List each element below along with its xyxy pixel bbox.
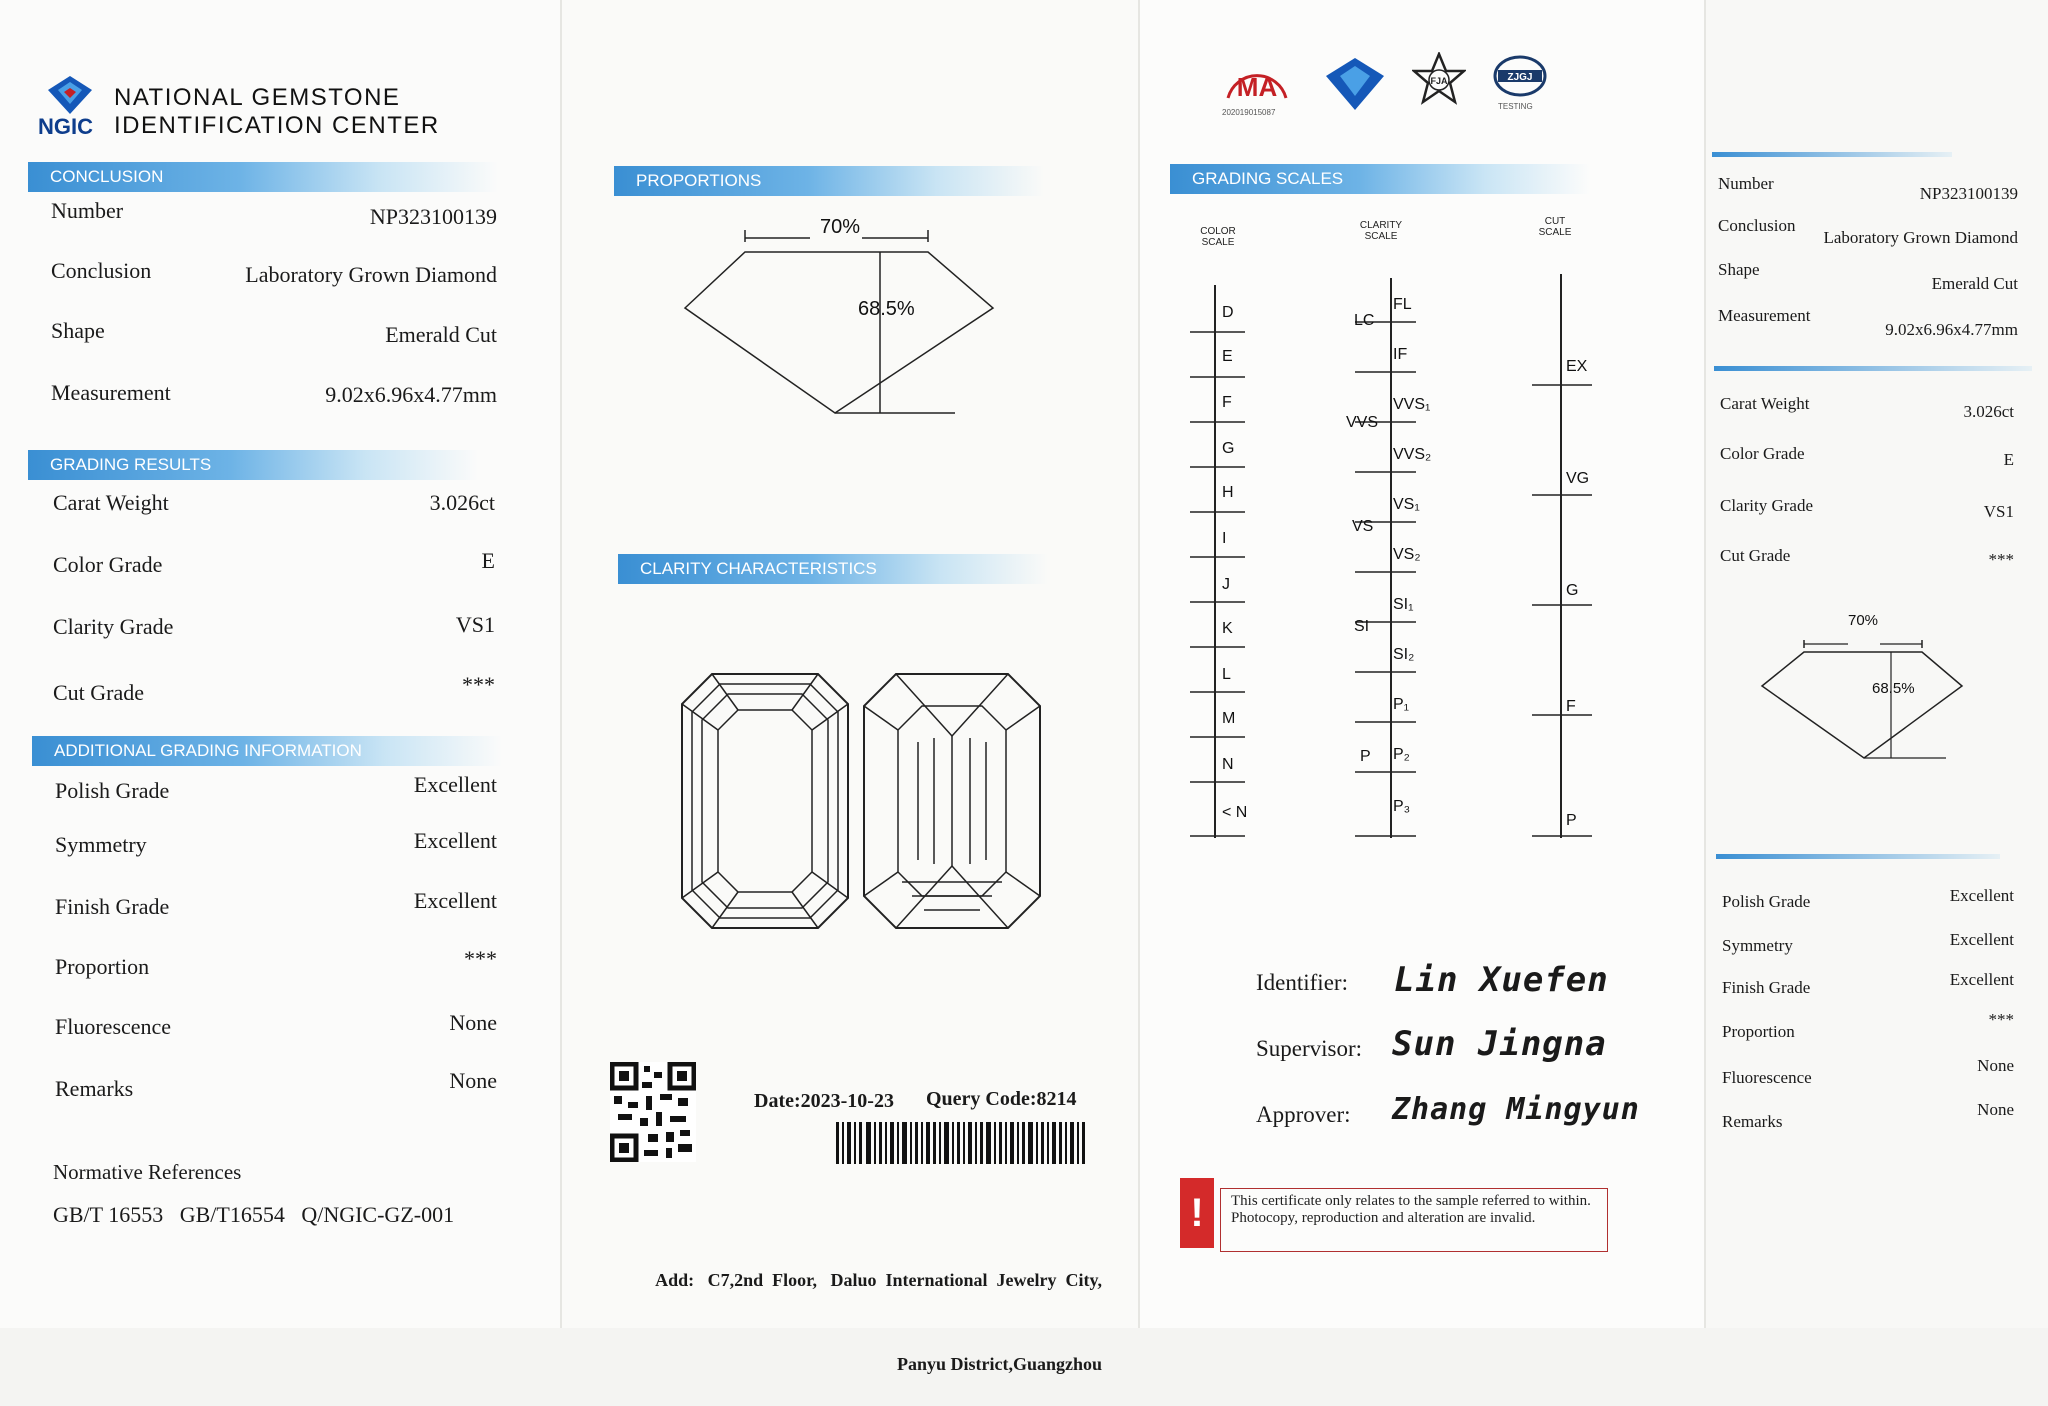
conclusion-field-label: Conclusion [51,258,152,283]
card-field-value: NP323100139 [1919,184,2018,203]
additional-field-value: Excellent [413,888,497,913]
identifier-label: Identifier: [1256,970,1348,995]
additional-field-value: *** [464,946,497,971]
grading-field-value: VS1 [455,612,495,637]
zjgj-sub: TESTING [1498,102,1533,111]
card-field-value: 9.02x6.96x4.77mm [1885,320,2018,339]
additional-field-label: Proportion [55,954,150,979]
clarity-grade-label: IF [1393,346,1408,363]
card-field-value: *** [1988,550,2014,569]
address-line1: Add: C7,2nd Floor, Daluo International Jewelry City, [655,1270,1102,1290]
conclusion-banner: CONCLUSION [28,162,498,192]
clarity-grade-label: VS₁ [1393,496,1420,513]
card-field-label: Color Grade [1720,444,1805,463]
additional-field-label: Finish Grade [55,894,170,919]
color-grade-label: F [1222,394,1232,411]
color-grade-label: M [1222,710,1236,727]
additional-field-label: Remarks [55,1076,134,1101]
validity-warning [1180,1178,1612,1256]
conclusion-field-value: 9.02x6.96x4.77mm [325,382,497,407]
supervisor-signature: Sun Jingna [1392,1024,1607,1064]
color-grade-label: N [1222,756,1234,773]
supervisor-label: Supervisor: [1256,1036,1363,1061]
card-field-label: Symmetry [1722,936,1793,955]
card-field-value: Excellent [1949,930,2014,949]
card-field-label: Remarks [1722,1112,1783,1131]
grading-results-banner: GRADING RESULTS [28,450,478,480]
additional-field-value: Excellent [413,828,497,853]
card-field-label: Polish Grade [1722,892,1811,911]
cut-grade-label: P [1566,812,1577,829]
clarity-group-label: SI [1354,618,1370,635]
conclusion-field-value: Laboratory Grown Diamond [245,262,497,287]
emerald-pavilion-view [862,672,1042,930]
color-grade-label: L [1222,666,1231,683]
card-field-value: None [1977,1100,2014,1119]
color-grade-label: H [1222,484,1234,501]
grading-field-value: 3.026ct [429,490,495,515]
card-field-label: Measurement [1718,306,1811,325]
normative-title: Normative References [53,1160,242,1184]
identifier-signature: Lin Xuefen [1394,960,1609,1000]
clarity-group-label: P [1360,748,1371,765]
color-grade-label: I [1222,530,1227,547]
proportions-banner: PROPORTIONS [614,166,1044,196]
color-grade-label: K [1222,620,1233,637]
address [620,1210,1102,1406]
clarity-scale-title: CLARITY SCALE [1359,220,1403,242]
additional-field-value: None [449,1068,497,1093]
cut-scale-title: CUT SCALE [1538,216,1572,238]
color-scale-title: COLOR SCALE [1200,226,1236,248]
ngic-diamond-logo-icon [1326,58,1384,110]
card-field-label: Cut Grade [1720,546,1791,565]
color-grade-label: J [1222,576,1230,593]
proportion-diagram [680,210,1000,420]
card-field-label: Shape [1718,260,1760,279]
warning-box [1220,1188,1608,1252]
card-field-value: *** [1988,1010,2014,1029]
card-field-label: Fluorescence [1722,1068,1812,1087]
card-divider [1714,366,2032,371]
grading-field-label: Cut Grade [53,680,145,705]
additional-field-label: Symmetry [55,832,147,857]
cut-grade-label: EX [1566,358,1588,375]
clarity-grade-label: VS₂ [1393,546,1421,563]
fold-line [1138,0,1140,1328]
fja-text: FJA [1430,76,1448,86]
conclusion-field-value: Emerald Cut [385,322,497,347]
color-grade-label: D [1222,304,1234,321]
color-grade-label: E [1222,348,1233,365]
warning-text: This certificate only relates to the sample referred to within. Photocopy, reproduction and alteration are invalid. [1231,1193,1591,1226]
qr-code[interactable] [610,1062,696,1162]
card-field-label: Clarity Grade [1720,496,1813,515]
fja-logo-icon [1412,52,1466,106]
grading-scales-banner: GRADING SCALES [1170,164,1590,194]
card-field-label: Number [1718,174,1774,193]
card-field-label: Finish Grade [1722,978,1811,997]
address-line2: Panyu District,Guangzhou [896,1354,1102,1374]
cma-text: MA [1236,72,1278,102]
card-divider [1712,152,1952,157]
card-field-value: Emerald Cut [1931,274,2018,293]
clarity-grade-label: SI₂ [1393,646,1415,663]
additional-field-value: None [449,1010,497,1035]
table-percent-label: 70% [820,216,861,238]
grading-field-value: *** [462,672,495,697]
clarity-grade-label: P₂ [1393,746,1410,763]
grading-field-label: Clarity Grade [53,614,174,639]
clarity-grade-label: VVS₂ [1393,446,1432,463]
fold-line [560,0,562,1328]
normative-refs: GB/T 16553 GB/T16554 Q/NGIC-GZ-001 [53,1202,455,1227]
zjgj-logo-icon [1492,54,1548,98]
card-proportion-diagram [1756,630,1966,762]
additional-field-label: Polish Grade [55,778,170,803]
card-field-value: VS1 [1983,502,2014,521]
cut-grade-label: VG [1566,470,1590,487]
clarity-grade-label: SI₁ [1393,596,1414,613]
grading-field-label: Carat Weight [53,490,169,515]
card-field-value: Laboratory Grown Diamond [1823,228,2018,247]
cma-number: 202019015087 [1222,108,1276,117]
issue-date: Date:2023-10-23 [754,1090,894,1112]
card-field-value: 3.026ct [1963,402,2014,421]
additional-info-banner: ADDITIONAL GRADING INFORMATION [32,736,502,766]
brand-name-line1: NATIONAL GEMSTONE [114,84,401,111]
card-depth-percent: 68.5% [1872,680,1915,697]
fold-line [1704,0,1706,1328]
zjgj-text: ZJGJ [1507,72,1533,83]
clarity-grade-label: P₃ [1393,798,1411,815]
cut-grade-label: F [1566,698,1576,715]
clarity-group-label: LC [1354,312,1375,329]
conclusion-field-label: Measurement [51,380,171,405]
barcode[interactable] [836,1122,1086,1164]
conclusion-field-label: Shape [51,318,105,343]
additional-field-value: Excellent [413,772,497,797]
card-field-value: None [1977,1056,2014,1075]
card-table-percent: 70% [1848,612,1879,629]
clarity-grade-label: FL [1393,296,1412,313]
color-grade-label: < N [1222,804,1248,821]
grading-field-label: Color Grade [53,552,163,577]
cut-grade-label: G [1566,582,1579,599]
clarity-group-label: VS [1352,518,1374,535]
conclusion-field-label: Number [51,198,124,223]
clarity-grade-label: P₁ [1393,696,1410,713]
card-field-value: Excellent [1949,970,2014,989]
brand-abbr: NGIC [38,114,93,139]
ngic-logo-icon [48,76,92,114]
clarity-grade-label: VVS₁ [1393,396,1431,413]
card-field-label: Conclusion [1718,216,1796,235]
cma-logo-icon [1222,64,1292,104]
approver-signature: Zhang Mingyun [1392,1092,1640,1127]
clarity-group-label: VVS [1346,414,1379,431]
card-field-value: Excellent [1949,886,2014,905]
conclusion-field-value: NP323100139 [369,204,497,229]
card-field-value: E [2003,450,2014,469]
emerald-top-view [680,672,850,930]
additional-field-label: Fluorescence [55,1014,172,1039]
brand-name [114,84,440,140]
clarity-characteristics-banner: CLARITY CHARACTERISTICS [618,554,1048,584]
query-code: Query Code:8214 [926,1088,1077,1110]
color-grade-label: G [1222,440,1235,457]
card-divider [1716,854,2000,859]
brand-name-line2: IDENTIFICATION CENTER [114,112,440,139]
card-field-label: Proportion [1722,1022,1795,1041]
card-field-label: Carat Weight [1720,394,1810,413]
depth-percent-label: 68.5% [858,298,915,320]
approver-label: Approver: [1256,1102,1351,1127]
grading-field-value: E [481,548,495,573]
warning-icon: ! [1180,1178,1214,1248]
